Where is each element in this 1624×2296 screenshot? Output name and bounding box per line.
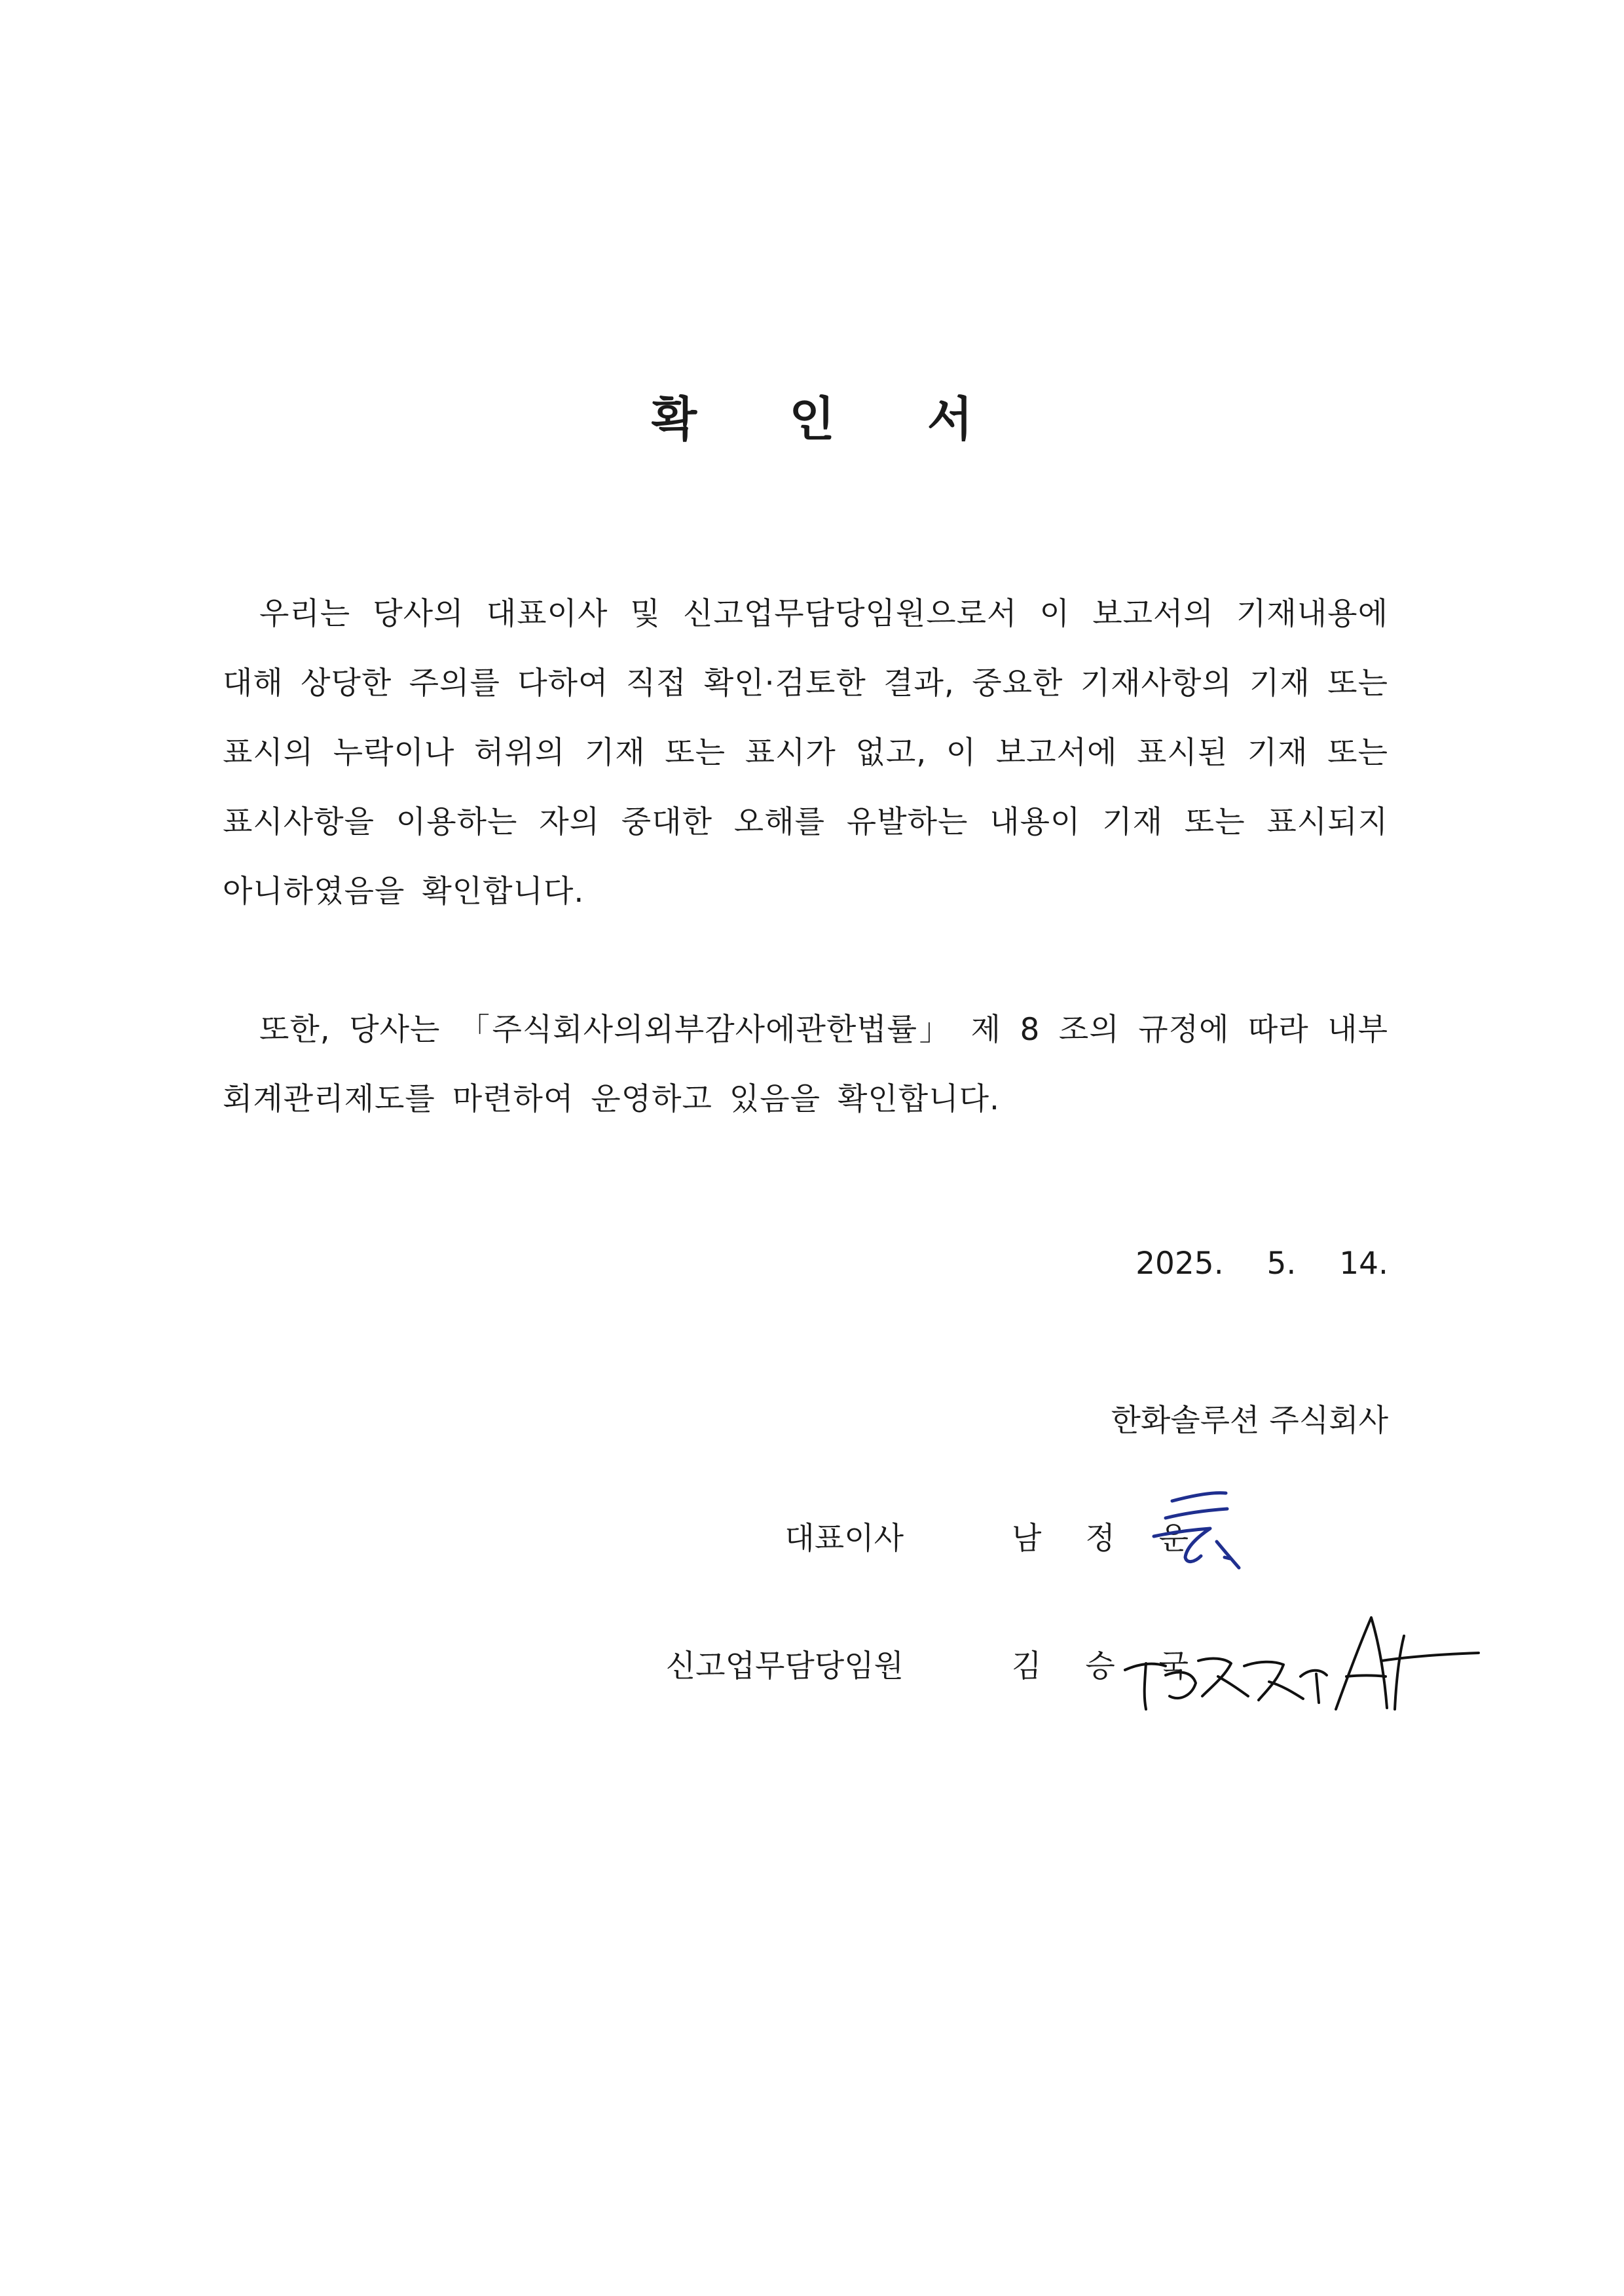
handwritten-signature-icon — [1120, 1598, 1486, 1729]
signatory-role: 신고업무담당임원 — [665, 1648, 904, 1684]
company-name: 한화솔루션 주식회사 — [1111, 1403, 1388, 1439]
internal-control-paragraph: 또한, 당사는 「주식회사의외부감사에관한법률」 제 8 조의 규정에 따라 내부회계관리제도를 마련하여 운영하고 있음을 확인합니다. — [223, 1012, 1388, 1117]
document-date: 2025. 5. 14. — [1135, 1246, 1388, 1282]
signatory-role: 대표이사 — [784, 1521, 904, 1557]
signatory-name: 김 승 국 — [1012, 1648, 1206, 1684]
document-title: 확 인 서 — [651, 392, 1011, 447]
handwritten-signature-icon — [1146, 1487, 1277, 1578]
confirmation-paragraph: 우리는 당사의 대표이사 및 신고업무담당임원으로서 이 보고서의 기재내용에 대해 상당한 주의를 다하여 직접 확인·검토한 결과, 중요한 기재사항의 기재 또는 표시의 누락이나 허위의 기재 또는 표시가 없고, 이 보고서에 표시된 기재 또는 표시사항을 이용하는 자의 중대한 오해를 유발하는 내용이 기재 또는 표시되지 아니하였음을 확인합니다. — [223, 596, 1388, 910]
signatory-name: 남 정 운 — [1012, 1521, 1206, 1557]
